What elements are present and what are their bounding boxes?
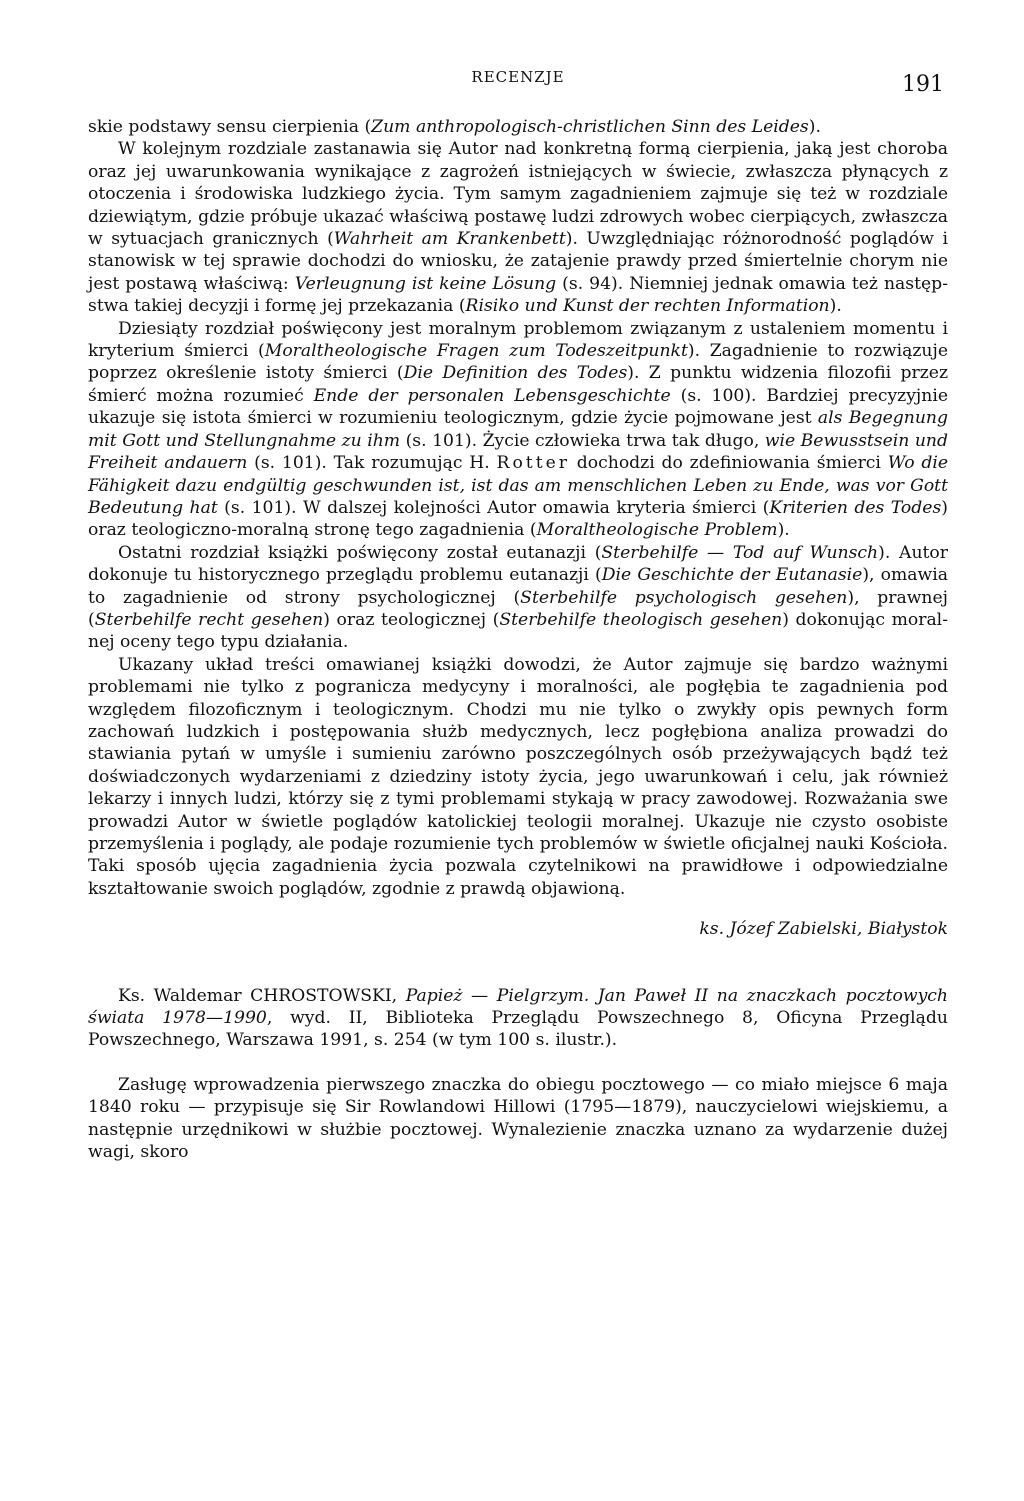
text-run: Ostatni rozdział książki poświęcony został eutanazji (: [118, 542, 602, 563]
review-signature: ks. Józef Zabielski, Białystok: [699, 919, 948, 940]
text-run: Dziesiąty rozdział poświęcony jest moralnym problemom związanym z ustaleniem momentu i kryterium śmierci (: [88, 318, 948, 362]
text-run: , wyd. II, Biblioteka Przeglądu Powszechnego 8, Oficyna Przeglądu Powszechnego, Warszawa 1991, s. 254 (w tym 100 s. ilustr.).: [88, 1008, 948, 1051]
italic-title: Sterbehilfe — Tod auf Wunsch: [601, 542, 879, 563]
author-name-spaced: Rotter: [496, 453, 570, 474]
italic-title: Moraltheologische Fragen zum Todeszeitpunkt: [264, 341, 688, 362]
italic-title: Ende der personalen Lebensgeschichte: [313, 385, 671, 406]
text-run: W kolejnym rozdziale zastanawia się Autor nad konkretną formą cierpienia, jaką jest choroba oraz jej uwarunkowania wynikające z zagrożeń istniejących w świecie, zwłaszcza płynących z otoczenia i środowiska ludzkiego życia. Tym samym zagadnieniem zajmuje się też w rozdziale dziewiątym, gdzie próbuje ukazać właściwą postawę ludzi zdrowych wobec cierpiących, zwłaszcza w sytuacjach granicznych (: [88, 139, 948, 250]
text-run: ) oraz teologiczno-moralną stronę tego zagadnienia (: [88, 497, 948, 541]
review-paragraph: [88, 138, 948, 317]
text-run: dochodzi do zdefiniowania śmierci: [570, 453, 888, 474]
text-run: ).: [829, 296, 842, 317]
text-run: (s. 101). Życie człowieka trwa tak długo,: [400, 430, 765, 451]
italic-title: wie Bewusstsein und Freiheit andauern: [88, 430, 948, 474]
review-body: [88, 116, 948, 900]
text-run: ), omawia to zagadnienie od strony psychologicznej (: [88, 565, 948, 608]
text-run: Zasługę wprowadzenia pierwszego znaczka do obiegu pocztowego — co miało miejsce 6 maja 1840 roku — przypisuje się Sir Rowlandowi Hillowi (1795—1879), nauczycielowi wiejskiemu, a następnie urzędnikowi w służbie pocztowej. Wynalezienie znaczka uznano za wydarzenie dużej wagi, skoro: [88, 1074, 948, 1163]
text-run: Ukazany układ treści omawianej książki dowodzi, że Autor zajmuje się bardzo ważnymi problemami nie tylko z pogranicza medycyny i moralności, ale pogłębia te zagadnienia pod względem filozoficznym i teologicznym. Chodzi mu nie tylko o zwykły opis pewnych form zachowań ludzkich i postępowania służb medycznych, lecz pogłębiona analiza prowadzi do stawiania pytań w umyśle i sumieniu zarówno poszczególnych osób przeżywających bądź też doświadczonych wydarzeniami z dziedziny istoty życia, jego uwarunkowań i celu, jak również lekarzy i innych ludzi, którzy się z tymi problemami stykają w pracy zawodowej. Rozważania swe prowadzi Autor w świetle poglądów katolickiej teologii moralnej. Ukazuje nie czysto osobiste przemyślenia i poglądy, ale podaje rozumienie tych problemów w świetle oficjalnej nauki Kościoła. Taki sposób ujęcia zagadnienia życia pozwala czytelnikowi na prawidłowe i odpowiedzialne kształtowanie swoich poglądów, zgodnie z prawdą objawioną.: [88, 654, 948, 899]
text-run: ). Uwzględniając różnorodność poglądów i stanowisk w tej sprawie dochodzi do wniosku, że zatajenie prawdy przed śmiertelnie chorym nie jest postawą właściwą:: [88, 229, 949, 294]
italic-title: Sterbehilfe recht gesehen: [94, 609, 324, 630]
italic-title: Wahrheit am Krankenbett: [333, 229, 566, 250]
review-paragraph: [88, 318, 948, 542]
italic-title: Risiko und Kunst der rechten Information: [465, 296, 830, 317]
text-run: ), prawnej (: [88, 587, 948, 630]
document-page: [88, 60, 948, 1163]
italic-title: Verleugnung ist keine Lösung: [294, 273, 557, 294]
review-paragraph: [88, 542, 948, 654]
italic-title: Moraltheologische Problem: [536, 520, 778, 541]
text-run: ).: [777, 520, 790, 541]
italic-title: Die Definition des Todes: [403, 363, 628, 384]
text-run: ). Zagadnienie to rozwiązuje poprzez określenie istoty śmierci (: [88, 341, 948, 384]
italic-title: Sterbehilfe theologisch gesehen: [499, 609, 783, 630]
page-number: 191: [902, 72, 944, 97]
text-run: (s. 94). Niemniej jednak omawia też następstwa takiej decyzji i formę jej przekazania (: [88, 273, 948, 317]
running-head: RECENZJE: [471, 68, 565, 86]
italic-title: Die Geschichte der Eutanasie: [601, 565, 863, 586]
italic-title: Wo die Fähigkeit dazu endgültig geschwunden ist, ist das am menschlichen Leben zu Ende, was vor Gott Bedeutung hat: [88, 453, 949, 518]
text-run: ).: [808, 117, 821, 137]
text-run: Ks. Waldemar CHROSTOWSKI,: [118, 985, 406, 1006]
page-header: [88, 60, 948, 116]
text-run: ). Autor dokonuje tu historycznego przeglądu problemu eutanazji (: [88, 542, 948, 586]
text-run: ) oraz teologicznej (: [323, 609, 500, 630]
text-run: (s. 101). W dalszej kolejności Autor omawia kryteria śmierci (: [217, 497, 770, 518]
review-paragraph: [88, 654, 948, 900]
italic-title: Sterbehilfe psychologisch gesehen: [520, 587, 848, 608]
text-run: (s. 101). Tak rozumując H.: [247, 453, 497, 474]
text-run: ) dokonując moralnej oceny tego typu działania.: [88, 609, 948, 653]
italic-title: Zum anthropologisch-christlichen Sinn des Leides: [371, 117, 809, 137]
italic-title: Kriterien des Todes: [769, 497, 942, 518]
italic-title: als Begegnung mit Gott und Stellungnahme zu ihm: [88, 408, 948, 451]
text-run: (s. 100). Bardziej precyzyjnie ukazuje się istota śmierci w rozumieniu teologicznym, gdzie życie pojmowane jest: [88, 385, 948, 429]
text-run: ). Z punktu widzenia filozofii przez śmierć można rozumieć: [88, 363, 949, 406]
review-paragraph: [88, 116, 948, 138]
bibliographic-entry: [88, 985, 948, 1052]
review-paragraph-next: [88, 1074, 948, 1164]
text-run: skie podstawy sensu cierpienia (: [88, 117, 372, 137]
italic-title: Papież — Pielgrzym. Jan Paweł II na znaczkach pocztowych świata 1978—1990: [88, 985, 948, 1029]
